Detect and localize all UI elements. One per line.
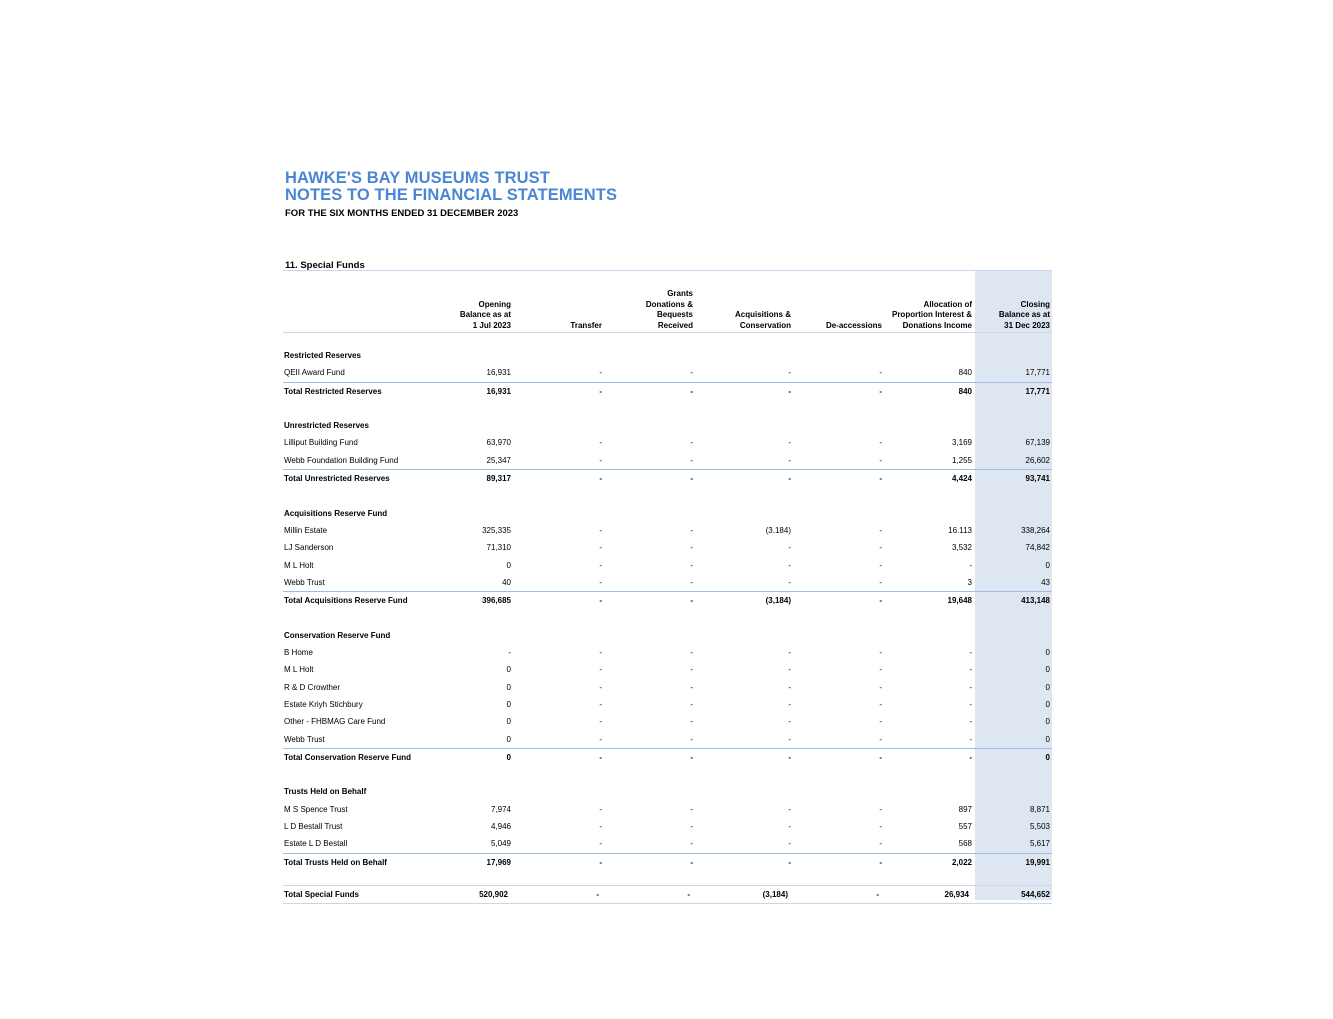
- section-total-row: [283, 469, 1052, 487]
- cell-de-accessions: -: [879, 596, 882, 606]
- section-total-row: [283, 748, 1052, 766]
- row-label: LJ Sanderson: [284, 543, 334, 553]
- cell-opening-balance: 4,946: [490, 822, 511, 832]
- table-row: [283, 434, 1052, 451]
- cell-opening-balance: 16,931: [486, 386, 511, 396]
- document-title: NOTES TO THE FINANCIAL STATEMENTS: [285, 186, 618, 204]
- cell-closing-balance: 0: [1045, 648, 1050, 658]
- cell-grants-donations: -: [690, 804, 693, 814]
- cell-transfer: -: [599, 752, 602, 762]
- col-header-de-accessions: De-accessions: [825, 320, 882, 330]
- cell-closing-balance: 17,771: [1025, 386, 1050, 396]
- cell-allocation-interest: -: [969, 648, 972, 658]
- cell-transfer: -: [596, 889, 599, 899]
- cell-de-accessions: -: [879, 560, 882, 570]
- cell-opening-balance: 5,049: [490, 839, 511, 849]
- org-name: HAWKE'S BAY MUSEUMS TRUST: [285, 169, 550, 187]
- cell-grants-donations: -: [690, 368, 693, 378]
- cell-transfer: -: [599, 839, 602, 849]
- cell-closing-balance: 74,842: [1025, 543, 1050, 553]
- row-label: M L Holt: [284, 665, 314, 675]
- cell-closing-balance: 8,871: [1029, 804, 1050, 814]
- cell-closing-balance: 93,741: [1025, 474, 1050, 484]
- row-label: Conservation Reserve Fund: [284, 630, 391, 640]
- row-label: M S Spence Trust: [284, 804, 348, 814]
- cell-acquisitions-conservation: -: [788, 474, 791, 484]
- cell-allocation-interest: -: [969, 717, 972, 727]
- row-label: B Home: [284, 648, 313, 658]
- row-label: Webb Foundation Building Fund: [284, 455, 399, 465]
- cell-de-accessions: -: [879, 368, 882, 378]
- cell-opening-balance: 0: [506, 752, 511, 762]
- cell-de-accessions: -: [879, 474, 882, 484]
- cell-closing-balance: 338,264: [1021, 525, 1050, 535]
- section-heading: [283, 783, 1052, 800]
- table-row: [283, 522, 1052, 539]
- cell-transfer: -: [599, 455, 602, 465]
- cell-de-accessions: -: [879, 648, 882, 658]
- cell-transfer: -: [599, 368, 602, 378]
- cell-acquisitions-conservation: -: [788, 543, 791, 553]
- col-header-allocation-interest: Allocation of Proportion Interest & Donations Income: [891, 299, 972, 330]
- cell-allocation-interest: -: [969, 560, 972, 570]
- cell-allocation-interest: -: [969, 682, 972, 692]
- cell-acquisitions-conservation: -: [788, 822, 791, 832]
- cell-acquisitions-conservation: -: [788, 577, 791, 587]
- cell-transfer: -: [599, 734, 602, 744]
- row-label: L D Bestall Trust: [284, 822, 343, 832]
- table-row: [283, 364, 1052, 381]
- cell-de-accessions: -: [879, 752, 882, 762]
- cell-allocation-interest: 840: [958, 368, 972, 378]
- cell-closing-balance: 5,503: [1029, 822, 1050, 832]
- cell-closing-balance: 17,771: [1025, 368, 1050, 378]
- table-row: [283, 661, 1052, 678]
- row-label: Total Conservation Reserve Fund: [284, 752, 411, 762]
- cell-closing-balance: 0: [1045, 665, 1050, 675]
- cell-acquisitions-conservation: -: [788, 560, 791, 570]
- col-header-closing-balance: Closing Balance as at 31 Dec 2023: [998, 299, 1050, 330]
- special-funds-table: [283, 270, 1052, 904]
- cell-grants-donations: -: [690, 839, 693, 849]
- cell-allocation-interest: 557: [958, 822, 972, 832]
- cell-opening-balance: 0: [506, 560, 511, 570]
- table-row: [283, 731, 1052, 748]
- row-label: Webb Trust: [284, 734, 325, 744]
- cell-grants-donations: -: [690, 734, 693, 744]
- cell-acquisitions-conservation: -: [788, 648, 791, 658]
- section-heading: [283, 417, 1052, 434]
- row-label: Other - FHBMAG Care Fund: [284, 717, 386, 727]
- grand-total-row: [283, 885, 1052, 904]
- cell-opening-balance: 89,317: [486, 474, 511, 484]
- note-title: 11. Special Funds: [285, 260, 365, 271]
- cell-de-accessions: -: [879, 543, 882, 553]
- table-row: [283, 818, 1052, 835]
- cell-allocation-interest: -: [969, 752, 972, 762]
- cell-opening-balance: 0: [506, 682, 511, 692]
- cell-acquisitions-conservation: -: [788, 717, 791, 727]
- cell-grants-donations: -: [690, 474, 693, 484]
- cell-acquisitions-conservation: -: [788, 857, 791, 867]
- cell-acquisitions-conservation: -: [788, 804, 791, 814]
- cell-closing-balance: 43: [1041, 577, 1050, 587]
- cell-opening-balance: -: [508, 648, 511, 658]
- cell-grants-donations: -: [690, 752, 693, 762]
- cell-grants-donations: -: [690, 822, 693, 832]
- cell-grants-donations: -: [690, 648, 693, 658]
- cell-opening-balance: 325,335: [482, 525, 511, 535]
- cell-transfer: -: [599, 857, 602, 867]
- cell-allocation-interest: 897: [958, 804, 972, 814]
- row-label: Acquisitions Reserve Fund: [284, 508, 388, 518]
- cell-transfer: -: [599, 596, 602, 606]
- row-label: Total Trusts Held on Behalf: [284, 857, 387, 867]
- cell-transfer: -: [599, 525, 602, 535]
- cell-opening-balance: 7,974: [490, 804, 511, 814]
- table-header: [283, 270, 1052, 333]
- cell-grants-donations: -: [690, 682, 693, 692]
- cell-closing-balance: 0: [1045, 717, 1050, 727]
- cell-de-accessions: -: [879, 577, 882, 587]
- row-label: Estate L D Bestall: [284, 839, 348, 849]
- table-row: [283, 539, 1052, 556]
- cell-grants-donations: -: [690, 857, 693, 867]
- cell-allocation-interest: 568: [958, 839, 972, 849]
- cell-opening-balance: 0: [506, 717, 511, 727]
- cell-acquisitions-conservation: -: [788, 438, 791, 448]
- cell-de-accessions: -: [879, 857, 882, 867]
- cell-acquisitions-conservation: -: [788, 368, 791, 378]
- cell-de-accessions: -: [879, 682, 882, 692]
- cell-opening-balance: 16,931: [486, 368, 511, 378]
- cell-allocation-interest: -: [969, 699, 972, 709]
- row-label: Millin Estate: [284, 525, 328, 535]
- cell-transfer: -: [599, 665, 602, 675]
- section-total-row: [283, 382, 1052, 400]
- table-body: [283, 333, 1052, 904]
- cell-closing-balance: 0: [1045, 682, 1050, 692]
- table-row: [283, 574, 1052, 591]
- cell-acquisitions-conservation: -: [788, 839, 791, 849]
- row-label: R & D Crowther: [284, 682, 341, 692]
- cell-transfer: -: [599, 543, 602, 553]
- cell-allocation-interest: 3,532: [951, 543, 972, 553]
- cell-transfer: -: [599, 682, 602, 692]
- cell-transfer: -: [599, 822, 602, 832]
- cell-allocation-interest: 26,934: [944, 889, 969, 899]
- cell-de-accessions: -: [879, 438, 882, 448]
- cell-acquisitions-conservation: -: [788, 455, 791, 465]
- cell-transfer: -: [599, 577, 602, 587]
- section-heading: [283, 347, 1052, 364]
- table-row: [283, 679, 1052, 696]
- cell-transfer: -: [599, 648, 602, 658]
- cell-opening-balance: 40: [502, 577, 511, 587]
- cell-acquisitions-conservation: (3,184): [765, 596, 791, 606]
- cell-de-accessions: -: [876, 889, 879, 899]
- row-label: M L Holt: [284, 560, 314, 570]
- cell-transfer: -: [599, 474, 602, 484]
- cell-de-accessions: -: [879, 717, 882, 727]
- row-label: Lilliput Building Fund: [284, 438, 358, 448]
- cell-allocation-interest: 19,648: [947, 596, 972, 606]
- cell-opening-balance: 17,969: [486, 857, 511, 867]
- cell-allocation-interest: 2,022: [951, 857, 972, 867]
- cell-transfer: -: [599, 560, 602, 570]
- table-row: [283, 696, 1052, 713]
- spacer: [283, 766, 1052, 783]
- section-heading: [283, 505, 1052, 522]
- cell-allocation-interest: -: [969, 665, 972, 675]
- section-total-row: [283, 853, 1052, 871]
- cell-opening-balance: 25,347: [486, 455, 511, 465]
- cell-de-accessions: -: [879, 822, 882, 832]
- cell-acquisitions-conservation: -: [788, 665, 791, 675]
- cell-grants-donations: -: [690, 543, 693, 553]
- cell-transfer: -: [599, 804, 602, 814]
- row-label: Total Restricted Reserves: [284, 386, 382, 396]
- table-row: [283, 835, 1052, 852]
- cell-opening-balance: 0: [506, 665, 511, 675]
- cell-de-accessions: -: [879, 525, 882, 535]
- col-header-transfer: Transfer: [570, 320, 602, 330]
- spacer: [283, 400, 1052, 417]
- table-row: [283, 713, 1052, 730]
- cell-opening-balance: 0: [506, 734, 511, 744]
- period-subtitle: FOR THE SIX MONTHS ENDED 31 DECEMBER 2023: [285, 208, 519, 219]
- cell-de-accessions: -: [879, 839, 882, 849]
- row-label: Total Acquisitions Reserve Fund: [284, 596, 408, 606]
- cell-de-accessions: -: [879, 734, 882, 744]
- cell-allocation-interest: 4,424: [951, 474, 972, 484]
- cell-allocation-interest: 840: [958, 386, 972, 396]
- cell-closing-balance: 19,991: [1025, 857, 1050, 867]
- cell-grants-donations: -: [687, 889, 690, 899]
- cell-allocation-interest: -: [969, 734, 972, 744]
- cell-acquisitions-conservation: -: [788, 682, 791, 692]
- cell-transfer: -: [599, 438, 602, 448]
- cell-opening-balance: 520,902: [479, 889, 508, 899]
- col-header-opening-balance: Opening Balance as at 1 Jul 2023: [459, 299, 511, 330]
- cell-grants-donations: -: [690, 717, 693, 727]
- cell-allocation-interest: 1,255: [951, 455, 972, 465]
- section-total-row: [283, 591, 1052, 609]
- cell-de-accessions: -: [879, 455, 882, 465]
- row-label: Total Unrestricted Reserves: [284, 474, 390, 484]
- cell-transfer: -: [599, 386, 602, 396]
- cell-closing-balance: 0: [1045, 560, 1050, 570]
- row-label: Estate Kriyh Stichbury: [284, 699, 363, 709]
- cell-grants-donations: -: [690, 596, 693, 606]
- cell-grants-donations: -: [690, 438, 693, 448]
- col-header-grants-donations: Grants Donations & Bequests Received: [645, 289, 693, 330]
- cell-acquisitions-conservation: (3,184): [762, 889, 788, 899]
- cell-acquisitions-conservation: (3.184): [765, 525, 791, 535]
- row-label: Webb Trust: [284, 577, 325, 587]
- cell-transfer: -: [599, 699, 602, 709]
- cell-grants-donations: -: [690, 699, 693, 709]
- cell-closing-balance: 544,652: [1021, 889, 1050, 899]
- cell-acquisitions-conservation: -: [788, 734, 791, 744]
- col-header-acquisitions-conservation: Acquisitions & Conservation: [734, 310, 791, 330]
- table-row: [283, 801, 1052, 818]
- cell-closing-balance: 413,148: [1021, 596, 1050, 606]
- spacer: [283, 609, 1052, 626]
- cell-acquisitions-conservation: -: [788, 752, 791, 762]
- cell-grants-donations: -: [690, 665, 693, 675]
- row-label: QEII Award Fund: [284, 368, 345, 378]
- section-heading: [283, 627, 1052, 644]
- cell-opening-balance: 0: [506, 699, 511, 709]
- cell-transfer: -: [599, 717, 602, 727]
- cell-grants-donations: -: [690, 455, 693, 465]
- spacer: [283, 333, 1052, 347]
- cell-grants-donations: -: [690, 577, 693, 587]
- cell-closing-balance: 0: [1045, 752, 1050, 762]
- row-label: Trusts Held on Behalf: [284, 787, 367, 797]
- cell-closing-balance: 26,602: [1025, 455, 1050, 465]
- cell-closing-balance: 0: [1045, 734, 1050, 744]
- cell-acquisitions-conservation: -: [788, 699, 791, 709]
- spacer: [283, 871, 1052, 885]
- cell-de-accessions: -: [879, 386, 882, 396]
- cell-grants-donations: -: [690, 525, 693, 535]
- cell-grants-donations: -: [690, 560, 693, 570]
- cell-de-accessions: -: [879, 804, 882, 814]
- row-label: Unrestricted Reserves: [284, 421, 369, 431]
- cell-opening-balance: 396,685: [482, 596, 511, 606]
- cell-acquisitions-conservation: -: [788, 386, 791, 396]
- cell-allocation-interest: 16.113: [948, 525, 972, 535]
- cell-opening-balance: 63,970: [486, 438, 511, 448]
- cell-de-accessions: -: [879, 699, 882, 709]
- table-row: [283, 452, 1052, 469]
- cell-closing-balance: 67,139: [1025, 438, 1050, 448]
- cell-grants-donations: -: [690, 386, 693, 396]
- row-label: Restricted Reserves: [284, 351, 361, 360]
- cell-allocation-interest: 3: [967, 577, 972, 587]
- table-row: [283, 644, 1052, 661]
- cell-allocation-interest: 3,169: [951, 438, 972, 448]
- cell-closing-balance: 5,617: [1029, 839, 1050, 849]
- cell-closing-balance: 0: [1045, 699, 1050, 709]
- cell-opening-balance: 71,310: [486, 543, 511, 553]
- row-label: Total Special Funds: [284, 889, 359, 899]
- table-row: [283, 557, 1052, 574]
- cell-de-accessions: -: [879, 665, 882, 675]
- spacer: [283, 487, 1052, 504]
